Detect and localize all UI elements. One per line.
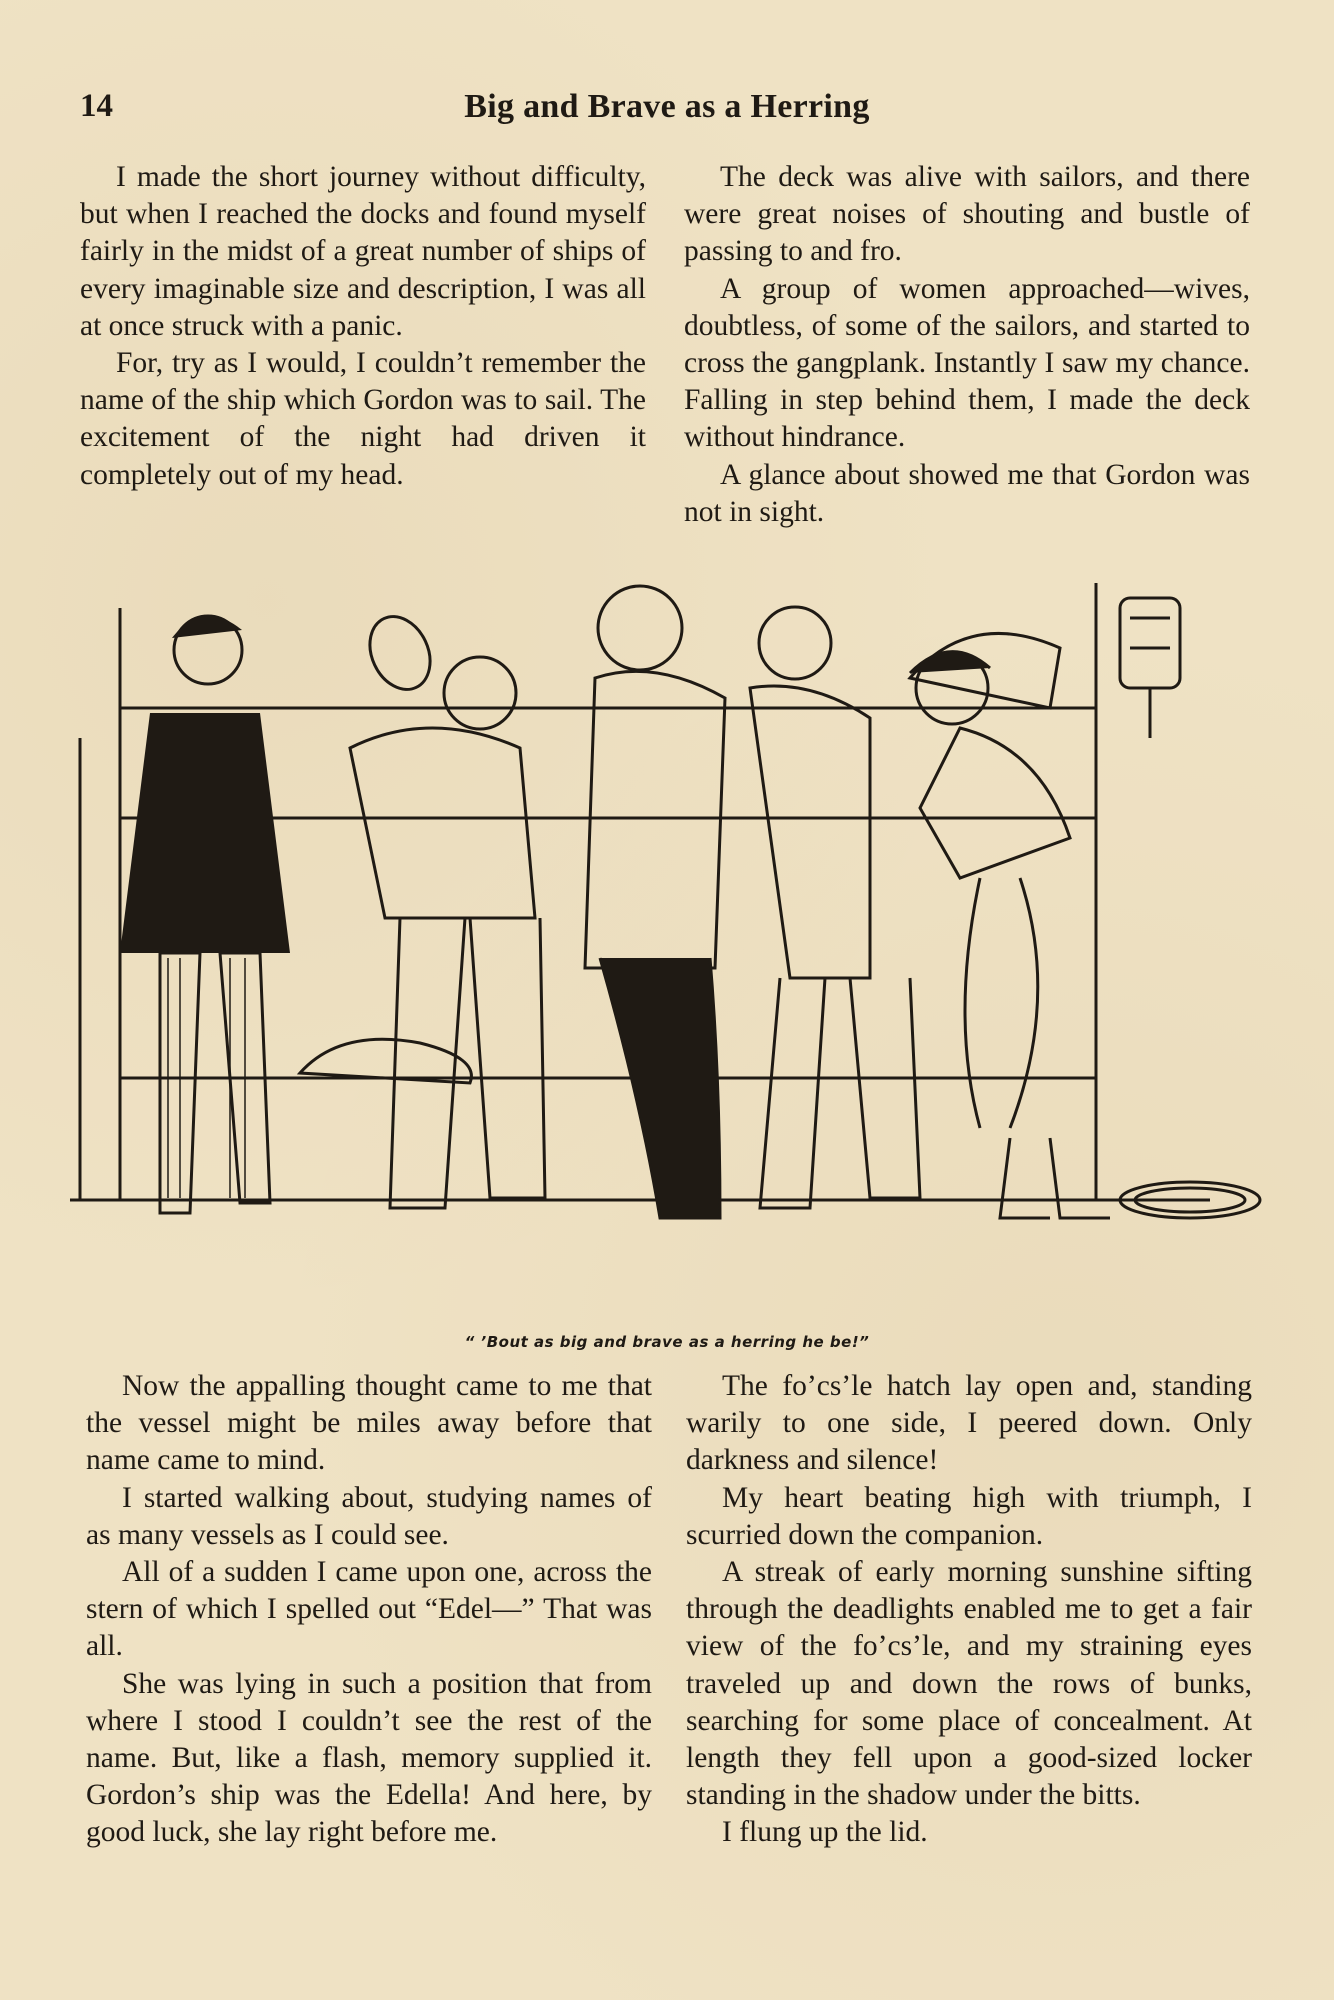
column-top-right [684,159,1250,531]
paragraph: The fo’cs’le hatch lay open and, standing warily to one side, I peered down. Only darkness and silence! [686,1370,1252,1477]
column-top-left [80,159,646,494]
paragraph: A streak of early morning sunshine sifting through the deadlights enabled me to get a fair view of the fo’cs’le, and my straining eyes traveled up and down the rows of bunks, searching for some place of concealment. At length they fell upon a good-sized locker standing in the shadow under the bitts. [686,1556,1252,1812]
boy-figure [120,616,290,1213]
paragraph: A group of women approached—wives, doubtless, of some of the sailors, and started to cross the gangplank. Instantly I saw my chance. Falling in step behind them, I made the deck without hindrance. [684,272,1250,454]
page-number: 14 [80,88,113,124]
big-sailor [585,586,725,1218]
grinning-sailor [750,607,920,1208]
paragraph: For, try as I would, I couldn’t remember the name of the ship which Gordon was to sail. The excitement of the night had driven it completely out of my head. [80,347,646,491]
paragraph: She was lying in such a position that from where I stood I couldn’t see the rest of the name. But, like a flash, memory supplied it. Gordon’s ship was the Edella! And here, by good luck, she lay right before me. [86,1667,652,1849]
illustration-caption: “ ’Bout as big and brave as a herring he be!” [464,1333,870,1351]
column-bottom-left [86,1368,652,1852]
paragraph: The deck was alive with sailors, and there were great noises of shouting and bustle of passing to and fro. [684,161,1250,268]
running-title: Big and Brave as a Herring [464,88,870,125]
paragraph: My heart beating high with triumph, I scurried down the companion. [686,1481,1252,1551]
paragraph: I flung up the lid. [722,1816,928,1849]
lantern-icon [1120,598,1180,738]
column-bottom-right [686,1368,1252,1852]
sailor-waving-cap [350,607,545,1208]
paragraph: Now the appalling thought came to me that the vessel might be miles away before that name came to mind. [86,1370,652,1477]
paragraph: All of a sudden I came upon one, across the stern of which I spelled out “Edel—” That was all. [86,1556,652,1663]
pillow [300,1039,471,1083]
paragraph: I made the short journey without difficulty, but when I reached the docks and found myself fairly in the midst of a great number of ships of every imaginable size and description, I was all at once struck with a panic. [80,161,646,342]
bending-sailor [910,652,1110,1218]
paragraph: A glance about showed me that Gordon was not in sight. [684,458,1250,528]
sailors-illustration [60,578,1274,1323]
paragraph: I started walking about, studying names of as many vessels as I could see. [86,1481,652,1551]
